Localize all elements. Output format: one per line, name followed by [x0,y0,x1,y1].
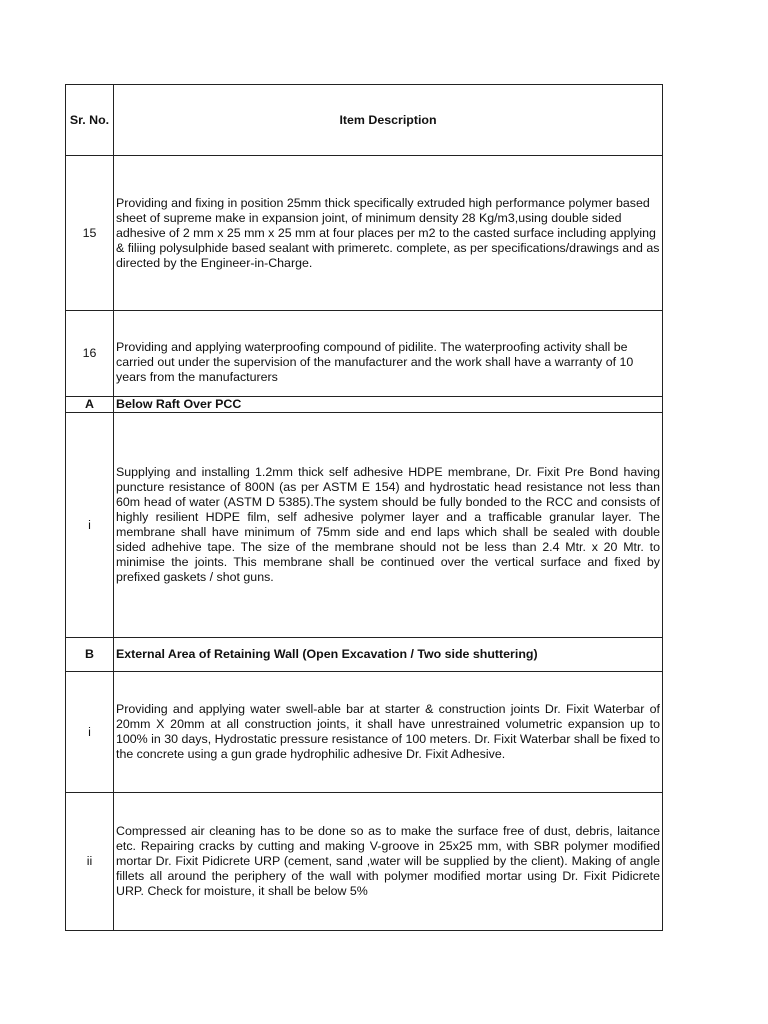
section-label: B [66,638,114,672]
section-label: A [66,397,114,413]
table-row [66,397,663,413]
row-sr-no: i [66,672,114,793]
table-row [66,793,663,931]
bill-of-quantities-table [65,84,663,931]
section-title: Below Raft Over PCC [114,397,663,413]
table-row [66,156,663,311]
row-sr-no: i [66,413,114,638]
row-description: Compressed air cleaning has to be done so as to make the surface free of dust, debris, laitance etc. Repairing cracks by cutting and making V-groove in 25x25 mm, with SBR polymer modified mortar Dr. Fixit Pidicrete URP (cement, sand ,water will be supplied by the client). Making of angle fillets all around the periphery of the wall with polymer modified mortar using Dr. Fixit Pidicrete URP. Check for moisture, it shall be below 5% [114,793,663,931]
row-description: Providing and applying waterproofing compound of pidilite. The waterproofing activity shall be carried out under the supervision of the manufacturer and the work shall have a warranty of 10 years from the manufacturers [114,311,663,397]
row-sr-no: 15 [66,156,114,311]
header-sr-no: Sr. No. [66,85,114,156]
row-description: Supplying and installing 1.2mm thick self adhesive HDPE membrane, Dr. Fixit Pre Bond having puncture resistance of 800N (as per ASTM E 154) and hydrostatic head resistance not less than 60m head of water (ASTM D 5385).The system should be fully bonded to the RCC and consists of highly resilient HDPE film, self adhesive polymer layer and a trafficable granular layer. The membrane shall have minimum of 75mm side and end laps which shall be sealed with double sided adhehive tape. The size of the membrane should not be less than 2.4 Mtr. x 20 Mtr. to minimise the joints. This membrane shall be continued over the vertical surface and fixed by prefixed gaskets / shot guns. [114,413,663,638]
table-row [66,311,663,397]
row-sr-no: ii [66,793,114,931]
header-item-description: Item Description [114,85,663,156]
table-row [66,638,663,672]
row-description: Providing and applying water swell-able bar at starter & construction joints Dr. Fixit Waterbar of 20mm X 20mm at all construction joints, it shall have unrestrained volumetric expansion up to 100% in 30 days, Hydrostatic pressure resistance of 100 meters. Dr. Fixit Waterbar shall be fixed to the concrete using a gun grade hydrophilic adhesive Dr. Fixit Adhesive. [114,672,663,793]
table-row [66,672,663,793]
row-sr-no: 16 [66,311,114,397]
section-title: External Area of Retaining Wall (Open Excavation / Two side shuttering) [114,638,663,672]
table-row [66,413,663,638]
table-header-row [66,85,663,156]
row-description: Providing and fixing in position 25mm thick specifically extruded high performance polymer based sheet of supreme make in expansion joint, of minimum density 28 Kg/m3,using double sided adhesive of 2 mm x 25 mm x 25 mm at four places per m2 to the casted surface including applying & filiing polysulphide based sealant with primeretc. complete, as per specifications/drawings and as directed by the Engineer-in-Charge. [114,156,663,311]
